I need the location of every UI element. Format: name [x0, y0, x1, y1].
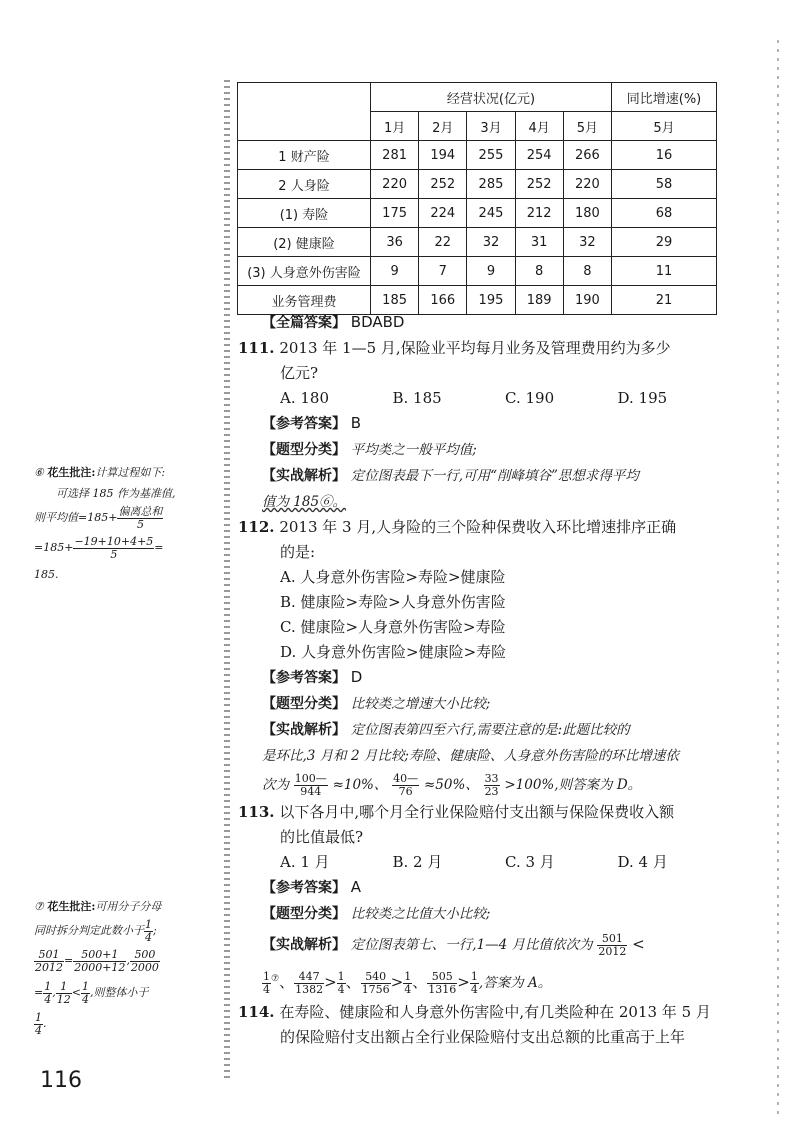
insurance-data-table [237, 82, 717, 315]
question-111-cont: 亿元? [280, 364, 319, 382]
analysis-112-fractions: 次为 $\frac{100—}{944}$ ≈10%、 $\frac{40—}{76}$ ≈50%、 $\frac{33}{23}$ >100%,则答案为 D。 [262, 771, 642, 798]
option: C. 健康险>人身意外伤害险>寿险 [280, 618, 506, 636]
month-header: 3月 [467, 112, 515, 141]
table-row [238, 141, 717, 170]
option: A. 1 月 [280, 853, 330, 871]
option: B. 2 月 [392, 853, 443, 871]
fraction: $\frac{1}{4}$ [35, 1010, 42, 1037]
rate-cell: 16 [612, 141, 717, 170]
fraction: $\frac{1}{4}$ [263, 969, 270, 996]
question-112: 112. 2013 年 3 月,人身险的三个险种保费收入环比增速排序正确 [238, 518, 677, 536]
row-label: (2) 健康险 [238, 228, 371, 257]
question-111: 111. 2013 年 1—5 月,保险业平均每月业务及管理费用约为多少 [238, 339, 671, 357]
fraction: $\frac{100—}{944}$ [294, 771, 327, 798]
ref-answer-111: 【参考答案】 B [262, 414, 362, 432]
cell: 180 [563, 199, 611, 228]
cell: 8 [563, 257, 611, 286]
fraction: $\frac{1}{4}$ [470, 969, 478, 996]
category-111: 【题型分类】 平均类之一般平均值; [262, 442, 477, 458]
table-corner [238, 83, 371, 141]
cell: 212 [515, 199, 563, 228]
analysis-113-cont: $\frac{1}{4}$ ⑦、 $\frac{447}{1382}$ > $\frac{1}{4}$ 、 $\frac{540}{1756}$ > $\frac{1}{4}$ 、 $\frac{505}{1316}$ > $\frac{1}{4}$ ,答案为 A。 [263, 969, 552, 996]
cell: 220 [371, 170, 419, 199]
option: D. 人身意外伤害险>健康险>寿险 [280, 643, 507, 661]
options-111 [262, 386, 730, 411]
fraction: $\frac{1}{12}$ [56, 979, 71, 1006]
fraction: $\frac{1}{4}$ [81, 979, 89, 1006]
table-row [238, 170, 717, 199]
row-label: (1) 寿险 [238, 199, 371, 228]
analysis-111-cont: 值为 185⑥。 [262, 494, 347, 510]
row-label: 业务管理费 [238, 286, 371, 315]
cell: 9 [467, 257, 515, 286]
fraction: $\frac{501}{2012}$ [598, 931, 627, 958]
rate-cell: 58 [612, 170, 717, 199]
cell: 252 [419, 170, 467, 199]
option: C. 190 [505, 389, 555, 407]
options-113 [262, 850, 730, 875]
analysis-112-cont: 是环比,3 月和 2 月比较;寿险、健康险、人身意外伤害险的环比增速依 [262, 748, 679, 764]
category-112: 【题型分类】 比较类之增速大小比较; [262, 696, 491, 712]
rate-month-header: 5月 [612, 112, 717, 141]
rate-cell: 29 [612, 228, 717, 257]
option: C. 3 月 [505, 853, 555, 871]
fraction: $\frac{501}{2012}$ [35, 947, 63, 974]
rate-cell: 11 [612, 257, 717, 286]
table-group-header: 经营状况(亿元) [371, 83, 612, 112]
cell: 31 [515, 228, 563, 257]
option: B. 185 [392, 389, 442, 407]
side-note-7: ⑦ 花生批注:可用分子分母 同时拆分判定此数小于 $\frac{1}{4}$ ; $\frac{501}{2012}$ = $\frac{500+1}{2000+12}$ , $\frac{500}{2000}$ = $\frac{1}{4}$ , $\frac{1}{12}$ < $\frac{1}{4}$ ,则整体小于 $\frac{1}{4}$ . [34, 900, 162, 1037]
fraction: $\frac{-19+10+4+5}{5}$ [74, 534, 154, 561]
cell: 220 [563, 170, 611, 199]
fraction: $\frac{540}{1756}$ [361, 969, 390, 996]
rate-cell: 21 [612, 286, 717, 315]
cell: 185 [371, 286, 419, 315]
question-113: 113. 以下各月中,哪个月全行业保险赔付支出额与保险保费收入额 [238, 803, 675, 821]
cell: 190 [563, 286, 611, 315]
row-label: 1 财产险 [238, 141, 371, 170]
page-edge-line [777, 40, 779, 1120]
full-answer: 【全篇答案】 BDABD [262, 313, 405, 331]
margin-divider [224, 80, 230, 1080]
cell: 195 [467, 286, 515, 315]
cell: 175 [371, 199, 419, 228]
question-114-cont: 的保险赔付支出额占全行业保险赔付支出总额的比重高于上年 [280, 1028, 686, 1046]
cell: 7 [419, 257, 467, 286]
cell: 245 [467, 199, 515, 228]
analysis-112: 【实战解析】 定位图表第四至六行,需要注意的是:此题比较的 [262, 722, 630, 738]
fraction: $\frac{40—}{76}$ [393, 771, 419, 798]
category-113: 【题型分类】 比较类之比值大小比较; [262, 906, 491, 922]
fraction: $\frac{1}{4}$ [337, 969, 345, 996]
cell: 189 [515, 286, 563, 315]
cell: 32 [563, 228, 611, 257]
cell: 194 [419, 141, 467, 170]
table-row [238, 257, 717, 286]
cell: 32 [467, 228, 515, 257]
fraction: $\frac{1}{4}$ [404, 969, 412, 996]
fraction: $\frac{33}{23}$ [484, 771, 499, 798]
cell: 285 [467, 170, 515, 199]
side-note-6: ⑥ 花生批注:计算过程如下: 可选择 185 作为基准值, 则平均值=185+ $\frac{\text{偏离总和}}{5}$ =185+ $\frac{-19+10+4+5}{5}$ = 185. [34, 466, 176, 581]
cell: 8 [515, 257, 563, 286]
month-header: 2月 [419, 112, 467, 141]
row-label: 2 人身险 [238, 170, 371, 199]
rate-cell: 68 [612, 199, 717, 228]
analysis-113: 【实战解析】 定位图表第七、一行,1—4 月比值依次为 $\frac{501}{2012}$ < [262, 931, 645, 958]
cell: 252 [515, 170, 563, 199]
option: A. 人身意外伤害险>寿险>健康险 [280, 568, 506, 586]
fraction: $\frac{500+1}{2000+12}$ [74, 947, 126, 974]
cell: 9 [371, 257, 419, 286]
table-rate-header: 同比增速(%) [612, 83, 717, 112]
table-row [238, 199, 717, 228]
cell: 224 [419, 199, 467, 228]
page-number: 116 [40, 1068, 82, 1093]
question-114: 114. 在寿险、健康险和人身意外伤害险中,有几类险种在 2013 年 5 月 [238, 1003, 711, 1021]
option: B. 健康险>寿险>人身意外伤害险 [280, 593, 506, 611]
cell: 254 [515, 141, 563, 170]
cell: 255 [467, 141, 515, 170]
fraction: $\frac{447}{1382}$ [295, 969, 324, 996]
fraction: $\frac{505}{1316}$ [428, 969, 457, 996]
fraction: $\frac{1}{4}$ [145, 917, 152, 944]
fraction: $\frac{500}{2000}$ [130, 947, 159, 974]
fraction: $\frac{\text{偏离总和}}{5}$ [118, 504, 163, 531]
table-row [238, 228, 717, 257]
cell: 266 [563, 141, 611, 170]
cell: 281 [371, 141, 419, 170]
option: A. 180 [280, 389, 329, 407]
question-113-cont: 的比值最低? [280, 828, 364, 846]
cell: 36 [371, 228, 419, 257]
month-header: 4月 [515, 112, 563, 141]
month-header: 1月 [371, 112, 419, 141]
ref-answer-112: 【参考答案】 D [262, 668, 363, 686]
row-label: (3) 人身意外伤害险 [238, 257, 371, 286]
month-header: 5月 [563, 112, 611, 141]
cell: 166 [419, 286, 467, 315]
question-112-cont: 的是: [280, 543, 316, 561]
main-content [238, 310, 730, 1050]
option: D. 195 [617, 389, 668, 407]
fraction: $\frac{1}{4}$ [44, 979, 52, 1006]
cell: 22 [419, 228, 467, 257]
analysis-111: 【实战解析】 定位图表最下一行,可用“削峰填谷”思想求得平均 [262, 468, 639, 484]
option: D. 4 月 [617, 853, 668, 871]
ref-answer-113: 【参考答案】 A [262, 878, 362, 896]
